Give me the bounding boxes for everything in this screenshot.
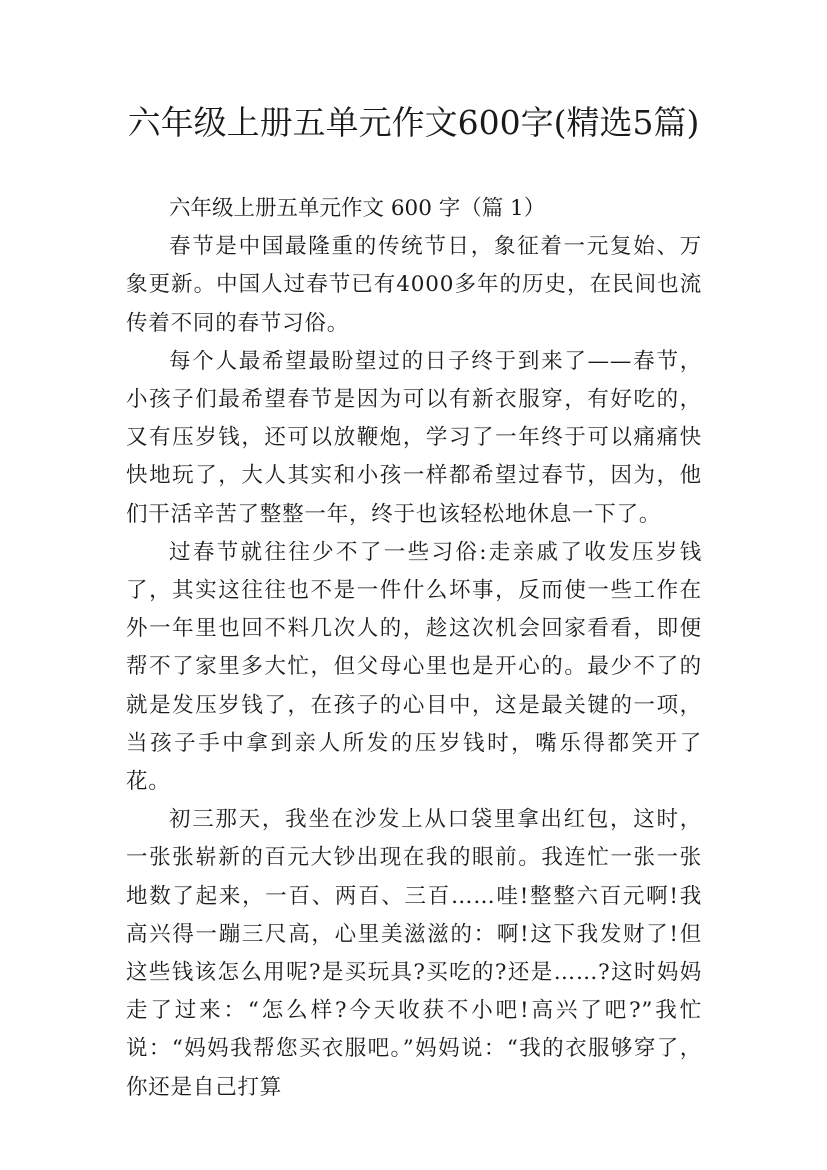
paragraph-4: 初三那天，我坐在沙发上从口袋里拿出红包，这时，一张张崭新的百元大钞出现在我的眼前。我连忙一张一张地数了起来，一百、两百、三百……哇!整整六百元啊!我高兴得一蹦三尺高，心里美滋滋的：啊!这下我发财了!但这些钱该怎么用呢?是买玩具?买吃的?还是……?这时妈妈走了过来：“怎么样?今天收获不小吧!高兴了吧?”我忙说：“妈妈我帮您买衣服吧。”妈妈说：“我的衣服够穿了，你还是自己打算 [126,807,702,1100]
paragraph-2: 每个人最希望最盼望过的日子终于到来了——春节，小孩子们最希望春节是因为可以有新衣服穿，有好吃的，又有压岁钱，还可以放鞭炮，学习了一年终于可以痛痛快快地玩了，大人其实和小孩一样都希望过春节，因为，他们干活辛苦了整整一年，终于也该轻松地休息一下了。 [126,348,702,527]
document-body [126,190,702,1107]
paragraph-3: 过春节就往往少不了一些习俗:走亲戚了收发压岁钱了，其实这往往也不是一件什么坏事，反而使一些工作在外一年里也回不料几次人的，趁这次机会回家看看，即便帮不了家里多大忙，但父母心里也是开心的。最少不了的就是发压岁钱了，在孩子的心目中，这是最关键的一项，当孩子手中拿到亲人所发的压岁钱时，嘴乐得都笑开了花。 [126,539,702,795]
paragraph-1: 春节是中国最隆重的传统节日，象征着一元复始、万象更新。中国人过春节已有4000多年的历史，在民间也流传着不同的春节习俗。 [126,234,702,336]
document-title: 六年级上册五单元作文600字(精选5篇) [127,103,700,142]
section-heading: 六年级上册五单元作文 600 字（篇 1） [169,196,546,221]
